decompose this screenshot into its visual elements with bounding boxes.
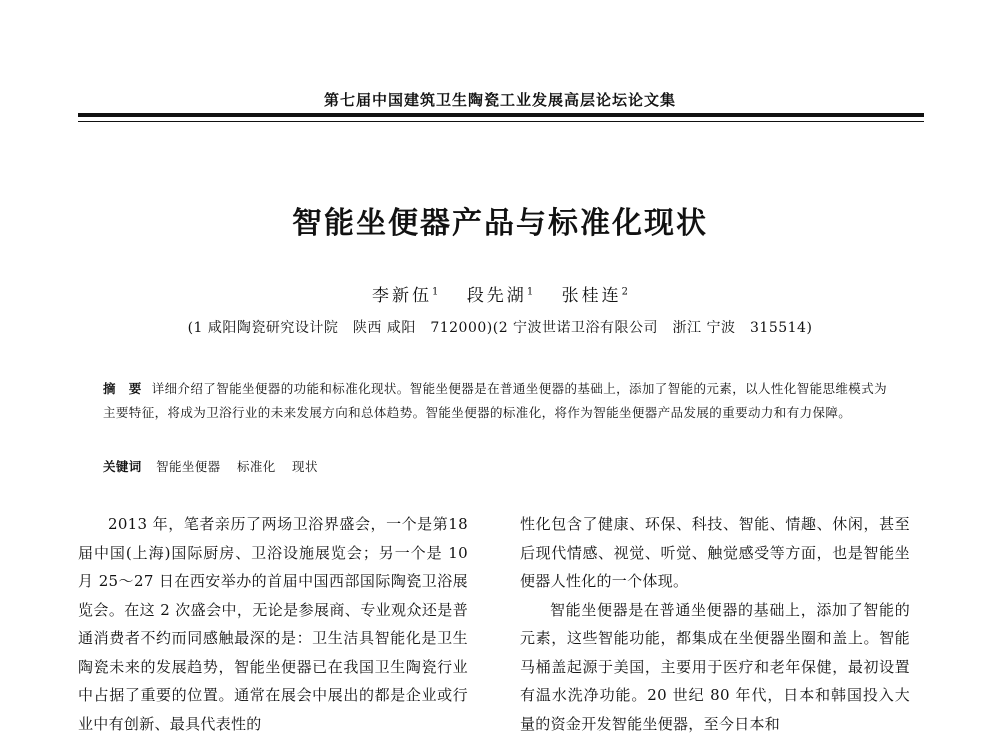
author-1: [372, 286, 438, 306]
abstract-text: 详细介绍了智能坐便器的功能和标准化现状。智能坐便器是在普通坐便器的基础上，添加了智能的元素，以人性化智能思维模式为主要特征，将成为卫浴行业的未来发展方向和总体趋势。智能坐便器的标准化，将作为智能坐便器产品发展的重要动力和有力保障。: [103, 381, 887, 420]
body-paragraph: 2013 年，笔者亲历了两场卫浴界盛会，一个是第18 届中国(上海)国际厨房、卫浴设施展览会；另一个是 10 月 25～27 日在西安举办的首届中国西部国际陶瓷卫浴展览会。在这 2 次盛会中，无论是参展商、专业观众还是普通消费者不约而同感触最深的是：卫生洁具智能化是卫生陶瓷未来的发展趋势，智能坐便器已在我国卫生陶瓷行业中占据了重要的位置。通常在展会中展出的都是企业或行业中有创新、最具代表性的: [78, 510, 468, 738]
author-list: [0, 281, 1000, 306]
keywords-label: 关键词: [103, 459, 142, 474]
body-paragraph: 智能坐便器是在普通坐便器的基础上，添加了智能的元素，这些智能功能，都集成在坐便器坐圈和盖上。智能马桶盖起源于美国，主要用于医疗和老年保健，最初设置有温水洗净功能。20 世纪 80 年代，日本和韩国投入大量的资金开发智能坐便器，至今日本和: [520, 596, 910, 738]
author-name: 张桂连: [562, 286, 622, 306]
keyword: 标准化: [237, 459, 276, 474]
author-name: 段先湖: [467, 286, 527, 306]
abstract-label: 摘 要: [103, 381, 142, 396]
keyword: 现状: [292, 459, 318, 474]
author-affil-marker: 1: [527, 286, 533, 297]
affiliations: (1 咸阳陶瓷研究设计院 陕西 咸阳 712000)(2 宁波世诺卫浴有限公司 浙江 宁波 315514): [0, 317, 1000, 337]
body-paragraph-continued: 性化包含了健康、环保、科技、智能、情趣、休闲，甚至后现代情感、视觉、听觉、触觉感受等方面，也是智能坐便器人性化的一个体现。: [520, 510, 910, 596]
header-rule-thick: [78, 113, 924, 117]
author-name: 李新伍: [372, 286, 432, 306]
abstract: [103, 377, 893, 425]
keywords: [103, 457, 893, 475]
author-affil-marker: 2: [622, 286, 628, 297]
body-left-column: [78, 510, 468, 738]
proceedings-running-header: 第七届中国建筑卫生陶瓷工业发展高层论坛论文集: [0, 89, 1000, 110]
keyword: 智能坐便器: [156, 459, 221, 474]
author-2: [467, 286, 533, 306]
author-affil-marker: 1: [432, 286, 438, 297]
paper-title: 智能坐便器产品与标准化现状: [0, 198, 1000, 242]
body-right-column: [520, 510, 910, 738]
header-rule-thin: [78, 121, 924, 122]
author-3: [562, 286, 628, 306]
